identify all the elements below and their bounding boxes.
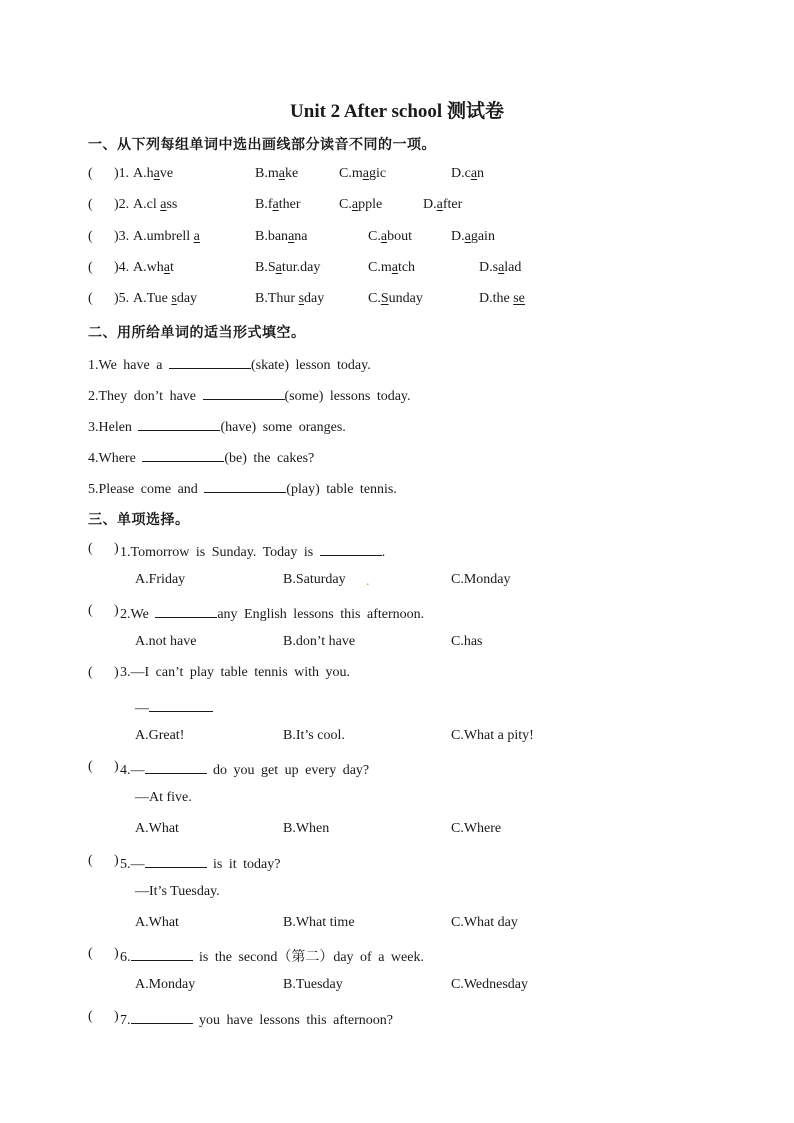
answer-paren-open[interactable]: ( <box>88 229 93 244</box>
answer-blank[interactable] <box>320 541 382 556</box>
section3-heading: 三、单项选择。 <box>88 512 190 528</box>
option-b[interactable]: B.Satur.day <box>255 260 321 275</box>
question-text: 3.—I can’t play table tennis with you. <box>120 665 351 680</box>
option-c[interactable]: C.Sunday <box>368 291 423 306</box>
option-c[interactable]: C.has <box>451 634 483 649</box>
option-b[interactable]: B.Tuesday <box>283 977 343 992</box>
fill-item-text: 3.Helen <box>88 420 132 435</box>
option-c[interactable]: C.magic <box>339 166 387 181</box>
option-a[interactable]: A.What <box>135 821 179 836</box>
phonics-row-1 <box>0 166 794 184</box>
question-text: 4.— <box>120 763 145 778</box>
option-b[interactable]: B.Thur sday <box>255 291 325 306</box>
underlined-letters: a <box>380 229 388 244</box>
option-a[interactable]: A.have <box>133 166 174 181</box>
answer-paren-open[interactable]: ( <box>88 197 93 212</box>
option-a[interactable]: A.Tue sday <box>133 291 198 306</box>
option-a[interactable]: A.not have <box>135 634 197 649</box>
option-a[interactable]: A.What <box>135 915 179 930</box>
underlined-letters: a <box>470 166 478 181</box>
dialogue-reply: —It’s Tuesday. <box>135 884 220 899</box>
question-text: 5.— <box>120 857 145 872</box>
option-b[interactable]: B.Saturday <box>283 572 346 587</box>
answer-blank[interactable] <box>142 447 224 462</box>
answer-blank[interactable] <box>204 478 286 493</box>
answer-blank[interactable] <box>149 697 213 712</box>
option-a[interactable]: A.Great! <box>135 728 185 743</box>
underlined-letters: a <box>351 197 359 212</box>
fill-item-text: 4.Where <box>88 451 136 466</box>
option-b[interactable]: B.don’t have <box>283 634 356 649</box>
fill-item-5 <box>88 478 397 498</box>
fill-item-text: 1.We have a <box>88 358 163 373</box>
answer-blank[interactable] <box>203 385 285 400</box>
answer-paren-open[interactable]: ( <box>88 166 93 181</box>
answer-paren-close: ) <box>114 1009 119 1024</box>
underlined-letters: S <box>380 291 389 306</box>
option-b[interactable]: B.make <box>255 166 299 181</box>
question-number: )4. <box>114 260 130 275</box>
fill-item-hint: (play) table tennis. <box>286 482 397 497</box>
answer-blank[interactable] <box>145 853 207 868</box>
answer-paren-close: ) <box>114 665 119 680</box>
answer-paren-open: ( <box>88 759 93 774</box>
fill-item-4 <box>88 447 314 467</box>
underlined-letters: a <box>272 197 279 212</box>
answer-blank[interactable] <box>155 603 217 618</box>
fill-item-3 <box>88 416 346 436</box>
phonics-row-5 <box>0 291 794 309</box>
underlined-letters: a <box>464 229 471 244</box>
option-a[interactable]: A.Monday <box>135 977 196 992</box>
answer-paren-close: ) <box>114 759 119 774</box>
option-b[interactable]: B.It’s cool. <box>283 728 345 743</box>
option-d[interactable]: D.after <box>423 197 463 212</box>
answer-paren-open: ( <box>88 1009 93 1024</box>
answer-blank[interactable] <box>169 354 251 369</box>
underlined-letters: a <box>193 229 200 244</box>
option-b[interactable]: B.What time <box>283 915 355 930</box>
question-text-end: do you get up every day? <box>213 763 370 778</box>
question-text-end: is the second（第二）day of a week. <box>199 950 424 965</box>
answer-blank[interactable] <box>138 416 220 431</box>
underlined-letters: a <box>278 166 285 181</box>
dialogue-reply <box>135 697 213 717</box>
answer-paren-close: ) <box>114 853 119 868</box>
underlined-letters: a <box>288 229 295 244</box>
option-c[interactable]: C.Wednesday <box>451 977 529 992</box>
question-text: 6. <box>120 950 131 965</box>
answer-blank[interactable] <box>131 1009 193 1024</box>
underlined-letters: a <box>160 197 167 212</box>
answer-paren-open[interactable]: ( <box>88 291 93 306</box>
underlined-letters: se <box>513 291 525 306</box>
underlined-letters: a <box>163 260 170 275</box>
phonics-row-2 <box>0 197 794 215</box>
underlined-letters: a <box>153 166 160 181</box>
option-a[interactable]: A.Friday <box>135 572 186 587</box>
answer-blank[interactable] <box>145 759 207 774</box>
option-b[interactable]: B.When <box>283 821 330 836</box>
answer-paren-open: ( <box>88 603 93 618</box>
page-title: Unit 2 After school 测试卷 <box>290 101 504 122</box>
fill-item-hint: (be) the cakes? <box>224 451 315 466</box>
option-a[interactable]: A.what <box>133 260 174 275</box>
underlined-letters: s <box>171 291 177 306</box>
question-text-end: you have lessons this afternoon? <box>199 1013 393 1028</box>
underlined-letters: a <box>391 260 398 275</box>
fill-item-hint: (have) some oranges. <box>220 420 346 435</box>
phonics-row-4 <box>0 260 794 278</box>
option-b[interactable]: B.banana <box>255 229 308 244</box>
question-number: )5. <box>114 291 130 306</box>
option-c[interactable]: C.What day <box>451 915 518 930</box>
answer-paren-open: ( <box>88 853 93 868</box>
option-c[interactable]: C.Where <box>451 821 502 836</box>
answer-paren-open: ( <box>88 946 93 961</box>
answer-paren-close: ) <box>114 541 119 556</box>
underlined-letters: s <box>298 291 305 306</box>
option-a[interactable]: A.umbrell a <box>133 229 200 244</box>
fill-item-hint: (some) lessons today. <box>284 389 411 404</box>
underlined-letters: a <box>436 197 443 212</box>
option-c[interactable]: C.about <box>368 229 412 244</box>
option-d[interactable]: D.can <box>451 166 485 181</box>
option-b[interactable]: B.father <box>255 197 301 212</box>
question-number: )1. <box>114 166 130 181</box>
phonics-row-3 <box>0 229 794 247</box>
underlined-letters: a <box>275 260 282 275</box>
underlined-letters: a <box>362 166 369 181</box>
question-text: 1.Tomorrow is Sunday. Today is <box>120 545 314 560</box>
question-text: 7. <box>120 1013 131 1028</box>
option-c[interactable]: C.Monday <box>451 572 511 587</box>
section1-heading: 一、从下列每组单词中选出画线部分读音不同的一项。 <box>88 137 436 153</box>
option-d[interactable]: D.salad <box>479 260 522 275</box>
fill-item-text: 5.Please come and <box>88 482 198 497</box>
answer-paren-close: ) <box>114 946 119 961</box>
section2-heading: 二、用所给单词的适当形式填空。 <box>88 325 306 341</box>
option-c[interactable]: C.match <box>368 260 416 275</box>
answer-paren-open: ( <box>88 541 93 556</box>
answer-blank[interactable] <box>131 946 193 961</box>
stray-dot: . <box>366 574 370 589</box>
option-d[interactable]: D.the se <box>479 291 525 306</box>
dash: — <box>135 701 149 716</box>
answer-paren-open[interactable]: ( <box>88 260 93 275</box>
question-text-end: any English lessons this afternoon. <box>217 607 425 622</box>
answer-paren-open: ( <box>88 665 93 680</box>
option-d[interactable]: D.again <box>451 229 495 244</box>
question-number: )2. <box>114 197 130 212</box>
option-c[interactable]: C.What a pity! <box>451 728 534 743</box>
fill-item-text: 2.They don’t have <box>88 389 196 404</box>
option-a[interactable]: A.cl ass <box>133 197 178 212</box>
question-text-end: . <box>381 545 386 560</box>
fill-item-1 <box>88 354 371 374</box>
underlined-letters: a <box>498 260 505 275</box>
question-text: 2.We <box>120 607 149 622</box>
answer-paren-close: ) <box>114 603 119 618</box>
option-c[interactable]: C.apple <box>339 197 383 212</box>
fill-item-2 <box>88 385 411 405</box>
dialogue-reply: —At five. <box>135 790 192 805</box>
fill-item-hint: (skate) lesson today. <box>250 358 371 373</box>
question-text-end: is it today? <box>213 857 281 872</box>
question-number: )3. <box>114 229 130 244</box>
